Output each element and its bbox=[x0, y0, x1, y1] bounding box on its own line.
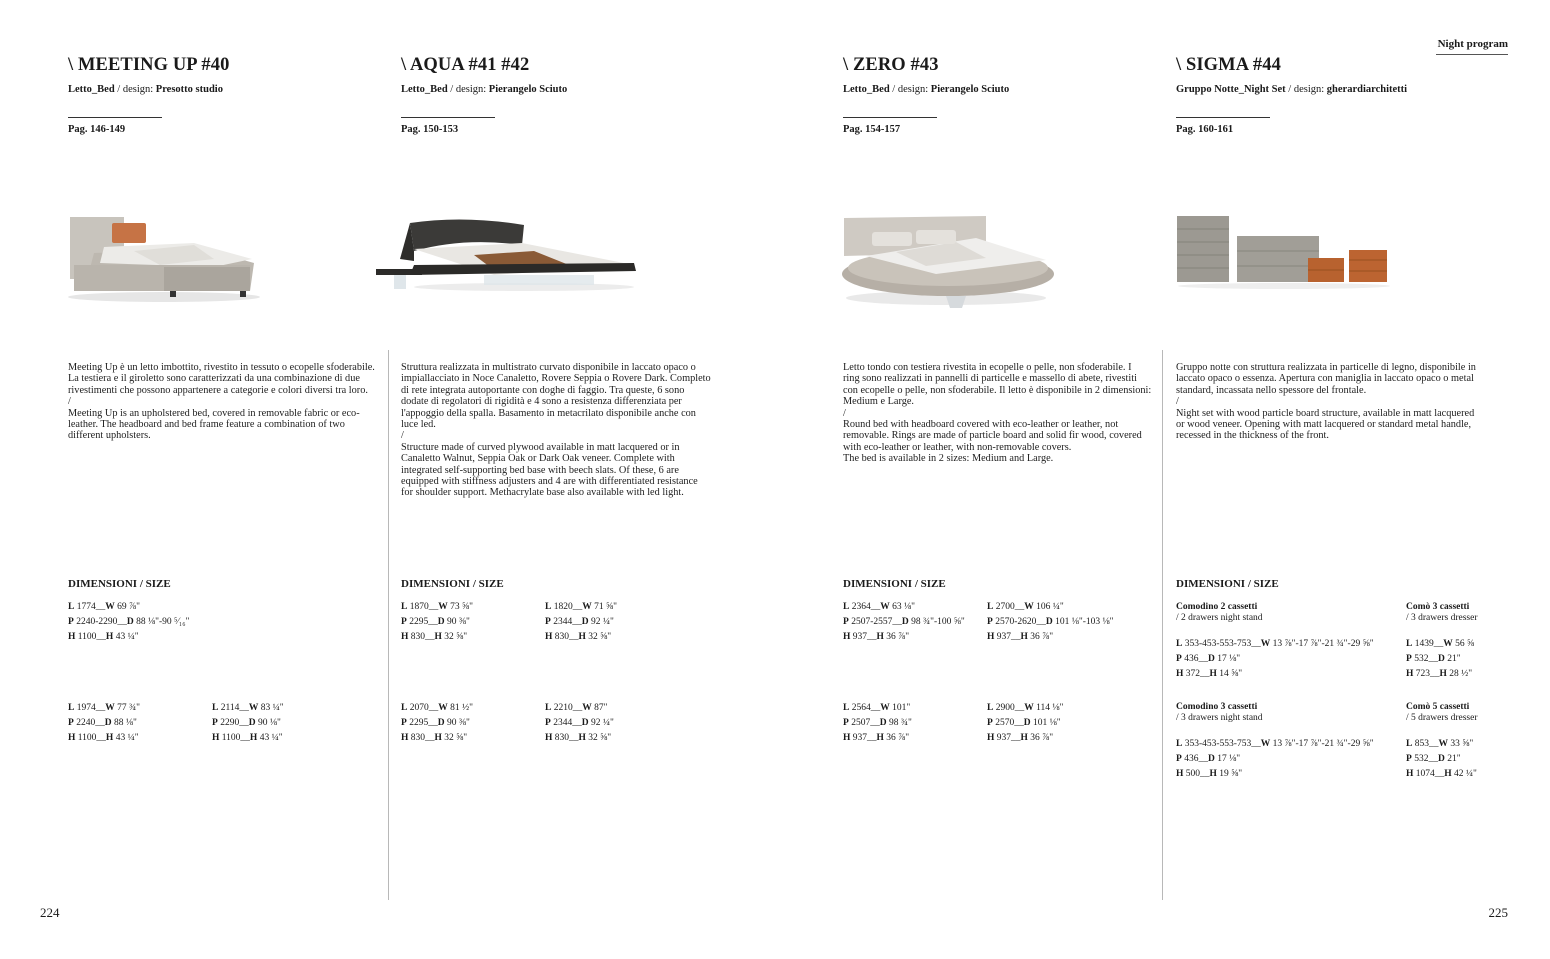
product-title: \ ZERO #43 bbox=[843, 55, 939, 75]
product-subtitle bbox=[1176, 84, 1407, 95]
desc-line: l'appoggio della spalla. Basamento in metacrilato disponibile anche con bbox=[401, 407, 696, 419]
desc-line: for shoulder support. Methacrylate base also available with led light. bbox=[401, 487, 684, 499]
sigma-night-set-image bbox=[1174, 212, 1394, 290]
title-rule bbox=[843, 117, 937, 118]
column-divider bbox=[388, 350, 389, 900]
desc-line: different upholsters. bbox=[68, 430, 151, 442]
dim-line: P 2507__D 98 ¾" bbox=[843, 717, 912, 728]
designer-name: Presotto studio bbox=[155, 84, 223, 95]
product-subtitle bbox=[843, 84, 1009, 95]
desc-line: / bbox=[68, 396, 71, 408]
aqua-bed-image bbox=[374, 215, 640, 295]
desc-line: Meeting Up is an upholstered bed, covered in removable fabric or eco- bbox=[68, 407, 360, 419]
dimensions-title: DIMENSIONI / SIZE bbox=[843, 578, 946, 590]
dim-line: L 353-453-553-753__W 13 ⅞"-17 ⅞"-21 ¾"-29 ⅝" bbox=[1176, 739, 1374, 749]
product-type: Gruppo Notte_Night Set bbox=[1176, 84, 1286, 95]
desc-line: with eco-leather or leather, with non-removable covers. bbox=[843, 441, 1072, 453]
dimension-block bbox=[212, 701, 284, 745]
dim-line: P 2295__D 90 ⅜" bbox=[401, 717, 470, 728]
design-label: / design: bbox=[114, 84, 156, 95]
desc-line: / bbox=[1176, 396, 1179, 408]
dim-line: L 1870__W 73 ⅝" bbox=[401, 602, 473, 612]
desc-line: Letto tondo con testiera rivestita in ecopelle o pelle, non sfoderabile. I bbox=[843, 362, 1132, 373]
dim-line: L 1774__W 69 ⅞" bbox=[68, 602, 140, 612]
desc-line: The bed is available in 2 sizes: Medium and Large. bbox=[843, 453, 1054, 465]
page-number-right: 225 bbox=[1488, 905, 1508, 920]
dim-line: L 2900__W 114 ⅛" bbox=[987, 703, 1064, 713]
dimension-block bbox=[1406, 702, 1478, 781]
design-label: / design: bbox=[889, 84, 931, 95]
dimensions-title: DIMENSIONI / SIZE bbox=[1176, 578, 1279, 590]
dim-line: H 830__H 32 ⅝" bbox=[401, 631, 468, 642]
product-description-zero bbox=[843, 362, 1151, 465]
dim-line: P 436__D 17 ⅛" bbox=[1176, 653, 1241, 664]
desc-line: di rete integrata autoportante con doghe di faggio. Tra queste, 6 sono bbox=[401, 384, 685, 396]
dim-line: P 532__D 21" bbox=[1406, 653, 1461, 664]
product-title: \ MEETING UP #40 bbox=[68, 55, 230, 75]
dim-line: P 2570-2620__D 101 ⅛"-103 ⅛" bbox=[987, 616, 1114, 627]
page-reference: Pag. 154-157 bbox=[843, 124, 901, 135]
dimension-block bbox=[843, 600, 965, 644]
section-label: Night program bbox=[1436, 38, 1508, 55]
product-header-aqua bbox=[401, 55, 567, 135]
product-subtitle bbox=[68, 84, 229, 95]
desc-line: Round bed with headboard covered with eco-leather or leather, not bbox=[843, 419, 1119, 431]
page-number-left: 224 bbox=[40, 905, 60, 920]
page-reference: Pag. 150-153 bbox=[401, 124, 459, 135]
product-description-sigma bbox=[1176, 362, 1476, 442]
desc-line: / bbox=[401, 430, 404, 442]
dim-line: H 937__H 36 ⅞" bbox=[987, 732, 1054, 743]
dimension-block bbox=[987, 701, 1063, 745]
dim-line: L 2364__W 63 ⅛" bbox=[843, 602, 915, 612]
dim-line: H 1100__H 43 ¼" bbox=[68, 631, 139, 642]
desc-line: Medium e Large. bbox=[843, 396, 915, 408]
title-rule bbox=[68, 117, 162, 118]
item-subtitle: / 3 drawers night stand bbox=[1176, 713, 1263, 723]
desc-line: or wood veneer. Opening with matt lacquered or standard metal handle, bbox=[1176, 419, 1472, 431]
dimension-block bbox=[545, 701, 614, 745]
desc-line: removable. Rings are made of particle board and solid fir wood, covered bbox=[843, 430, 1142, 442]
meeting-up-bed-image bbox=[64, 205, 264, 305]
dim-line: P 2295__D 90 ⅜" bbox=[401, 616, 470, 627]
desc-line: rivestimenti che possono appartenere a categorie e colori diversi tra loro. bbox=[68, 384, 368, 396]
dimension-block bbox=[68, 600, 189, 644]
dim-line: L 2564__W 101" bbox=[843, 703, 911, 713]
dim-line: P 2570__D 101 ⅛" bbox=[987, 717, 1061, 728]
item-subtitle: / 5 drawers dresser bbox=[1406, 713, 1478, 723]
dim-line: P 2344__D 92 ¼" bbox=[545, 717, 614, 728]
dimension-block bbox=[545, 600, 617, 644]
desc-line: Night set with wood particle board structure, available in matt lacquered bbox=[1176, 407, 1475, 419]
dimension-block bbox=[68, 701, 140, 745]
dim-line: L 2070__W 81 ½" bbox=[401, 703, 473, 713]
product-header-zero bbox=[843, 55, 1009, 135]
dim-line: L 2114__W 83 ¼" bbox=[212, 703, 284, 713]
desc-line: equipped with stiffness adjusters and 4 are with differentiated resistance bbox=[401, 476, 698, 488]
item-name: Comò 3 cassetti bbox=[1406, 602, 1470, 612]
dim-line: L 1820__W 71 ⅝" bbox=[545, 602, 617, 612]
desc-line: Struttura realizzata in multistrato curvato disponibile in laccato opaco o bbox=[401, 362, 696, 373]
product-description-meeting-up bbox=[68, 362, 375, 442]
dim-line: H 372__H 14 ⅝" bbox=[1176, 668, 1243, 679]
dim-line: H 723__H 28 ½" bbox=[1406, 668, 1473, 679]
item-name: Comodino 3 cassetti bbox=[1176, 702, 1258, 712]
dim-line: L 1974__W 77 ¾" bbox=[68, 703, 140, 713]
dimensions-title: DIMENSIONI / SIZE bbox=[401, 578, 504, 590]
design-label: / design: bbox=[1285, 84, 1327, 95]
product-type: Letto_Bed bbox=[843, 84, 890, 95]
page-reference: Pag. 160-161 bbox=[1176, 124, 1234, 135]
dim-line: L 1439__W 56 ⅝ bbox=[1406, 639, 1475, 649]
product-subtitle bbox=[401, 84, 567, 95]
desc-line: dodate di regolatori di rigidità e 4 sono a resistenza differenziata per bbox=[401, 396, 682, 408]
product-title: \ AQUA #41 #42 bbox=[401, 55, 530, 75]
dim-line: H 937__H 36 ⅞" bbox=[987, 631, 1054, 642]
dimension-block bbox=[843, 701, 912, 745]
designer-name: Pierangelo Sciuto bbox=[488, 84, 568, 95]
column-divider bbox=[1162, 350, 1163, 900]
desc-line: luce led. bbox=[401, 419, 436, 431]
title-rule bbox=[401, 117, 495, 118]
dimension-block bbox=[401, 701, 473, 745]
product-type: Letto_Bed bbox=[401, 84, 448, 95]
desc-line: La testiera e il giroletto sono caratterizzati da una combinazione di due bbox=[68, 373, 360, 385]
dim-line: P 532__D 21" bbox=[1406, 753, 1461, 764]
dim-line: P 2290__D 90 ⅛" bbox=[212, 717, 281, 728]
desc-line: impiallacciato in Noce Canaletto, Rovere Seppia o Rovere Dark. Completo bbox=[401, 373, 711, 385]
design-label: / design: bbox=[447, 84, 489, 95]
dimension-block bbox=[401, 600, 473, 644]
item-name: Comò 5 cassetti bbox=[1406, 702, 1470, 712]
dim-line: P 2507-2557__D 98 ¾"-100 ⅝" bbox=[843, 616, 965, 627]
dim-line: P 2344__D 92 ¼" bbox=[545, 616, 614, 627]
product-header-sigma bbox=[1176, 55, 1407, 135]
desc-line: integrated self-supporting bed base with beech slats. Of these, 6 are bbox=[401, 464, 679, 476]
desc-line: recessed in the thickness of the front. bbox=[1176, 430, 1329, 442]
dim-line: H 1100__H 43 ¼" bbox=[68, 732, 139, 743]
title-rule bbox=[1176, 117, 1270, 118]
desc-line: Meeting Up è un letto imbottito, rivestito in tessuto o ecopelle sfoderabile. bbox=[68, 362, 375, 373]
dim-line: H 830__H 32 ⅝" bbox=[545, 732, 612, 743]
dimension-block bbox=[1176, 602, 1374, 681]
desc-line: laccato opaco o essenza. Apertura con maniglia in laccato opaco o metal bbox=[1176, 373, 1474, 385]
product-description-aqua bbox=[401, 362, 711, 499]
item-name: Comodino 2 cassetti bbox=[1176, 602, 1258, 612]
dim-line: H 937__H 36 ⅞" bbox=[843, 631, 910, 642]
dim-line: L 353-453-553-753__W 13 ⅞"-17 ⅞"-21 ¾"-29 ⅝" bbox=[1176, 639, 1374, 649]
product-title: \ SIGMA #44 bbox=[1176, 55, 1281, 75]
designer-name: Pierangelo Sciuto bbox=[930, 84, 1010, 95]
dim-line: L 853__W 33 ⅝" bbox=[1406, 739, 1474, 749]
dimension-block bbox=[1406, 602, 1478, 681]
desc-line: Gruppo notte con struttura realizzata in particelle di legno, disponibile in bbox=[1176, 362, 1476, 373]
dimensions-title: DIMENSIONI / SIZE bbox=[68, 578, 171, 590]
dim-line: P 2240__D 88 ⅛" bbox=[68, 717, 137, 728]
dim-line: H 1100__H 43 ¼" bbox=[212, 732, 283, 743]
dim-line: H 937__H 36 ⅞" bbox=[843, 732, 910, 743]
desc-line: Structure made of curved plywood available in matt lacquered or in bbox=[401, 441, 680, 453]
product-header-meeting-up bbox=[68, 55, 229, 135]
dim-line: P 436__D 17 ⅛" bbox=[1176, 753, 1241, 764]
dimension-block bbox=[987, 600, 1114, 644]
dim-line: H 830__H 32 ⅝" bbox=[545, 631, 612, 642]
page-reference: Pag. 146-149 bbox=[68, 124, 126, 135]
dim-line: H 1074__H 42 ¼" bbox=[1406, 768, 1477, 779]
desc-line: Canaletto Walnut, Seppia Oak or Dark Oak veneer. Complete with bbox=[401, 453, 675, 465]
dim-line: H 500__H 19 ⅝" bbox=[1176, 768, 1243, 779]
item-subtitle: / 3 drawers dresser bbox=[1406, 613, 1478, 623]
designer-name: gherardiarchitetti bbox=[1326, 84, 1408, 95]
dim-line: L 2210__W 87" bbox=[545, 703, 608, 713]
desc-line: / bbox=[843, 407, 846, 419]
dim-line: L 2700__W 106 ¼" bbox=[987, 602, 1064, 612]
desc-line: ring sono realizzati in pannelli di particelle e massello di abete, rivestiti bbox=[843, 373, 1137, 385]
desc-line: standard, incassata nello spessore del frontale. bbox=[1176, 384, 1367, 396]
item-subtitle: / 2 drawers night stand bbox=[1176, 613, 1263, 623]
dim-line: P 2240-2290__D 88 ⅛"-90 ⁵⁄₁₆" bbox=[68, 616, 190, 627]
desc-line: leather. The headboard and bed frame feature a combination of two bbox=[68, 419, 345, 431]
dim-line: H 830__H 32 ⅝" bbox=[401, 732, 468, 743]
zero-bed-image bbox=[836, 212, 1056, 308]
dimension-block bbox=[1176, 702, 1374, 781]
product-type: Letto_Bed bbox=[68, 84, 115, 95]
desc-line: con ecopelle o pelle, non sfoderabile. Il letto è disponibile in 2 dimensioni: bbox=[843, 384, 1152, 396]
